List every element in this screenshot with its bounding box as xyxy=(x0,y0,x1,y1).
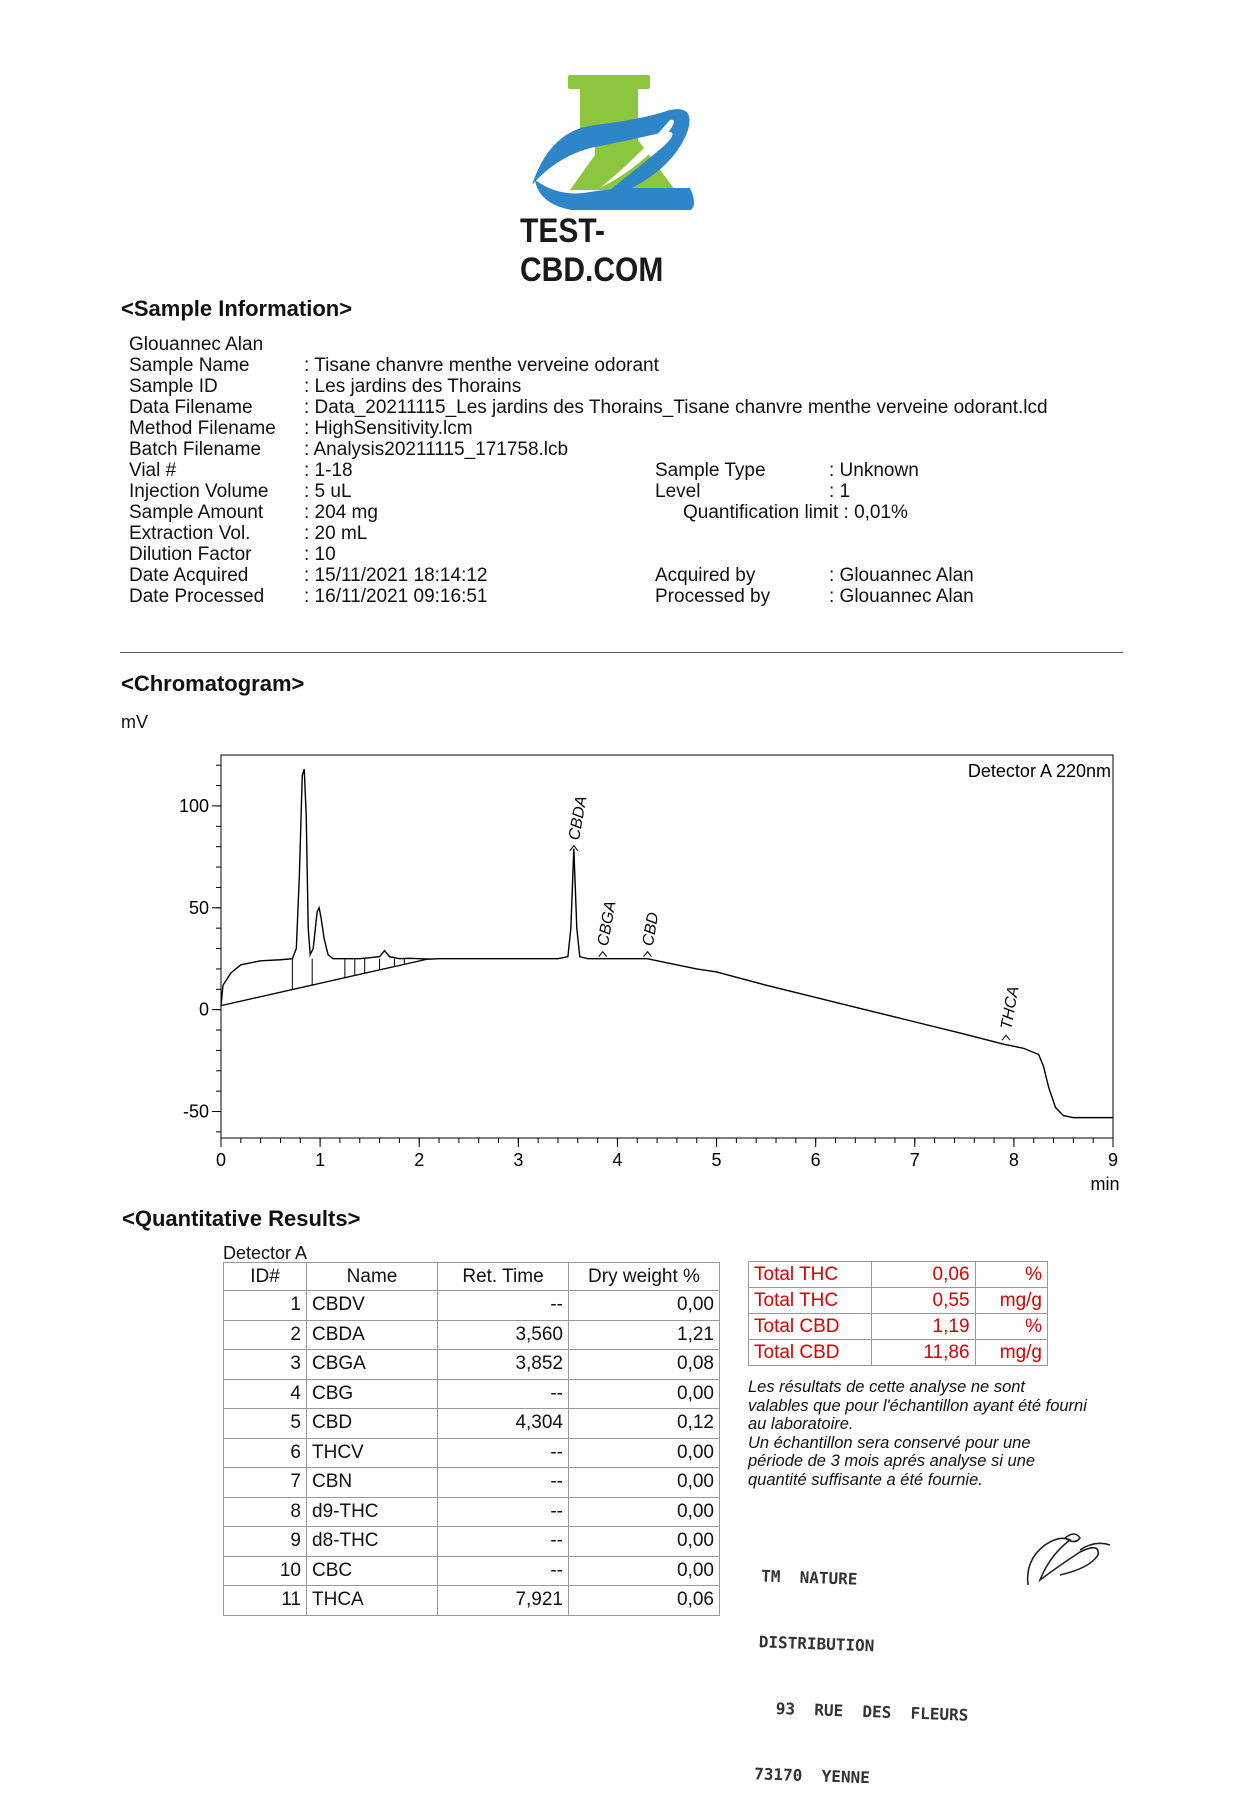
section-divider xyxy=(120,652,1123,653)
table-row xyxy=(224,1468,720,1498)
x-tick-label: 7 xyxy=(909,1150,920,1170)
table-cell: 5 xyxy=(224,1409,307,1439)
table-cell: -- xyxy=(438,1379,569,1409)
info-label: Extraction Vol. xyxy=(129,523,251,544)
table-cell: 7 xyxy=(224,1468,307,1498)
totals-cell: Total CBD xyxy=(749,1314,872,1340)
info-label: Sample Name xyxy=(129,355,250,376)
stamp-line: DISTRIBUTION xyxy=(758,1632,875,1656)
table-cell: -- xyxy=(438,1556,569,1586)
table-cell: 3,852 xyxy=(438,1350,569,1380)
level-label: Level xyxy=(655,481,701,502)
table-cell: 6 xyxy=(224,1438,307,1468)
integration-baseline xyxy=(221,959,429,1006)
peak-marker xyxy=(599,952,607,957)
table-cell: -- xyxy=(438,1291,569,1321)
totals-cell: 0,55 xyxy=(872,1288,975,1314)
results-header-row xyxy=(224,1263,720,1291)
sample-info-right xyxy=(655,460,1055,523)
col-ret-time: Ret. Time xyxy=(438,1263,569,1291)
table-row xyxy=(224,1556,720,1586)
info-value: : Analysis20211115_171758.lcb xyxy=(304,439,569,460)
info-value: : HighSensitivity.lcm xyxy=(304,418,473,439)
info-label: Sample Amount xyxy=(129,502,264,523)
col-id: ID# xyxy=(224,1263,307,1291)
signature xyxy=(1020,1520,1120,1590)
stamp-line: 93 RUE DES FLEURS xyxy=(756,1698,969,1725)
table-row xyxy=(224,1586,720,1616)
chromatogram-chart xyxy=(0,740,1240,1200)
table-cell: -- xyxy=(438,1527,569,1557)
totals-cell: 1,19 xyxy=(872,1314,975,1340)
info-label: Dilution Factor xyxy=(129,544,252,565)
chromatogram-heading: <Chromatogram> xyxy=(121,671,305,696)
table-cell: THCV xyxy=(307,1438,438,1468)
info-value: : 10 xyxy=(304,544,336,565)
results-table xyxy=(223,1262,720,1616)
x-tick-label: 3 xyxy=(513,1150,524,1170)
peak-marker xyxy=(644,952,652,957)
table-cell: 9 xyxy=(224,1527,307,1557)
totals-cell: 11,86 xyxy=(872,1340,975,1366)
totals-row xyxy=(749,1288,1048,1314)
totals-cell: 0,06 xyxy=(872,1262,975,1288)
info-label: Data Filename xyxy=(129,397,253,418)
peak-label: CBGA xyxy=(594,899,620,948)
totals-cell: Total THC xyxy=(749,1288,872,1314)
sample-type-value: : Unknown xyxy=(829,460,919,481)
peak-marker xyxy=(1002,1035,1010,1040)
x-tick-label: 2 xyxy=(414,1150,425,1170)
table-cell: 0,00 xyxy=(569,1556,720,1586)
table-cell: 0,00 xyxy=(569,1527,720,1557)
table-cell: 0,00 xyxy=(569,1291,720,1321)
acquired-by-label: Acquired by xyxy=(655,565,756,586)
peak-label: THCA xyxy=(998,985,1023,1031)
info-value: : 16/11/2021 09:16:51 xyxy=(304,586,488,607)
disclaimer-note xyxy=(748,1378,1088,1489)
quantification-limit: Quantification limit : 0,01% xyxy=(683,502,908,523)
totals-cell: mg/g xyxy=(975,1340,1047,1366)
table-cell: 4,304 xyxy=(438,1409,569,1439)
info-value: : Les jardins des Thorains xyxy=(304,376,522,397)
x-tick-label: 6 xyxy=(810,1150,821,1170)
table-cell: CBC xyxy=(307,1556,438,1586)
table-cell: 0,00 xyxy=(569,1468,720,1498)
brand-logo xyxy=(520,70,710,290)
sample-info-heading: <Sample Information> xyxy=(121,296,353,321)
totals-cell: Total CBD xyxy=(749,1340,872,1366)
info-label: Date Acquired xyxy=(129,565,249,586)
table-cell: THCA xyxy=(307,1586,438,1616)
info-value: : 204 mg xyxy=(304,502,378,523)
table-cell: d8-THC xyxy=(307,1527,438,1557)
table-cell: CBD xyxy=(307,1409,438,1439)
disclaimer-validity: Les résultats de cette analyse ne sont valables que pour l'échantillon ayant été fourni au laboratoire. xyxy=(748,1378,1087,1433)
table-cell: CBDA xyxy=(307,1320,438,1350)
y-unit-label: mV xyxy=(121,712,148,732)
info-row xyxy=(129,544,1129,565)
table-cell: 4 xyxy=(224,1379,307,1409)
sample-type-label: Sample Type xyxy=(655,460,766,481)
x-unit-label: min xyxy=(1090,1174,1120,1194)
stamp-line: 73170 YENNE xyxy=(753,1764,871,1788)
y-tick-label: 100 xyxy=(178,795,209,816)
company-stamp xyxy=(753,1521,975,1814)
table-cell: 2 xyxy=(224,1320,307,1350)
table-cell: 1 xyxy=(224,1291,307,1321)
operator-name: Glouannec Alan xyxy=(129,334,264,355)
acquisition-info xyxy=(655,565,1055,607)
totals-cell: % xyxy=(975,1262,1047,1288)
logo-flask-icon xyxy=(520,70,710,210)
table-row xyxy=(224,1291,720,1321)
totals-row xyxy=(749,1262,1048,1288)
col-name: Name xyxy=(307,1263,438,1291)
info-row xyxy=(129,439,1129,460)
level-value: : 1 xyxy=(829,481,851,502)
table-row xyxy=(224,1409,720,1439)
processed-by-value: : Glouannec Alan xyxy=(829,586,974,607)
info-label: Date Processed xyxy=(129,586,265,607)
x-tick-label: 1 xyxy=(315,1150,326,1170)
info-value: : 20 mL xyxy=(304,523,368,544)
info-row xyxy=(129,397,1129,418)
table-cell: CBN xyxy=(307,1468,438,1498)
peak-label: CBDA xyxy=(566,794,591,842)
quant-heading: <Quantitative Results> xyxy=(122,1206,361,1231)
info-label: Method Filename xyxy=(129,418,276,439)
info-value: : Tisane chanvre menthe verveine odorant xyxy=(304,355,659,376)
detector-annotation: Detector A 220nm xyxy=(967,761,1111,781)
y-tick-label: 50 xyxy=(188,897,209,918)
table-cell: 11 xyxy=(224,1586,307,1616)
totals-cell: Total THC xyxy=(749,1262,872,1288)
disclaimer-retention: Un échantillon sera conservé pour une période de 3 mois aprés analyse si une quantité suffisante a été fournie. xyxy=(748,1433,1036,1489)
table-cell: -- xyxy=(438,1468,569,1498)
x-tick-label: 8 xyxy=(1008,1150,1019,1170)
table-cell: CBG xyxy=(307,1379,438,1409)
info-row xyxy=(129,355,1129,376)
info-label: Vial # xyxy=(129,460,177,481)
info-label: Injection Volume xyxy=(129,481,269,502)
table-cell: 0,00 xyxy=(569,1497,720,1527)
stamp-line: TM NATURE xyxy=(760,1566,858,1589)
info-label: Sample ID xyxy=(129,376,218,397)
col-dry-weight: Dry weight % xyxy=(569,1263,720,1291)
table-cell: CBGA xyxy=(307,1350,438,1380)
table-cell: 0,00 xyxy=(569,1379,720,1409)
logo-text: TEST-CBD.COM xyxy=(520,212,664,290)
info-value: : 15/11/2021 18:14:12 xyxy=(304,565,488,586)
table-cell: 7,921 xyxy=(438,1586,569,1616)
info-row xyxy=(129,376,1129,397)
totals-cell: mg/g xyxy=(975,1288,1047,1314)
processed-by-label: Processed by xyxy=(655,586,771,607)
table-cell: 0,12 xyxy=(569,1409,720,1439)
table-row xyxy=(224,1527,720,1557)
x-tick-label: 0 xyxy=(215,1150,227,1170)
table-cell: d9-THC xyxy=(307,1497,438,1527)
table-cell: 10 xyxy=(224,1556,307,1586)
table-cell: 0,06 xyxy=(569,1586,720,1616)
x-tick-label: 4 xyxy=(612,1150,623,1170)
detector-label: Detector A xyxy=(223,1243,308,1263)
table-cell: 1,21 xyxy=(569,1320,720,1350)
table-cell: -- xyxy=(438,1497,569,1527)
table-row xyxy=(224,1497,720,1527)
totals-table xyxy=(748,1261,1048,1366)
totals-row xyxy=(749,1314,1048,1340)
info-row xyxy=(129,418,1129,439)
plot-frame xyxy=(221,755,1113,1138)
info-value: : 1-18 xyxy=(304,460,353,481)
table-cell: 8 xyxy=(224,1497,307,1527)
totals-cell: % xyxy=(975,1314,1047,1340)
info-value: : Data_20211115_Les jardins des Thorains_Tisane chanvre menthe verveine odorant.lcd xyxy=(304,397,1048,418)
table-cell: 0,08 xyxy=(569,1350,720,1380)
table-row xyxy=(224,1320,720,1350)
table-row xyxy=(224,1350,720,1380)
peak-label: CBD xyxy=(639,911,663,948)
acquired-by-value: : Glouannec Alan xyxy=(829,565,974,586)
table-cell: -- xyxy=(438,1438,569,1468)
totals-row xyxy=(749,1340,1048,1366)
table-cell: 3,560 xyxy=(438,1320,569,1350)
table-row xyxy=(224,1438,720,1468)
signal-trace xyxy=(221,769,1113,1117)
info-label: Batch Filename xyxy=(129,439,262,460)
x-tick-label: 5 xyxy=(711,1150,722,1170)
x-tick-label: 9 xyxy=(1107,1150,1119,1170)
table-row xyxy=(224,1379,720,1409)
table-cell: CBDV xyxy=(307,1291,438,1321)
y-tick-label: 0 xyxy=(198,999,209,1020)
y-tick-label: -50 xyxy=(182,1101,209,1122)
info-value: : 5 uL xyxy=(304,481,352,502)
table-cell: 3 xyxy=(224,1350,307,1380)
table-cell: 0,00 xyxy=(569,1438,720,1468)
info-row xyxy=(129,523,1129,544)
